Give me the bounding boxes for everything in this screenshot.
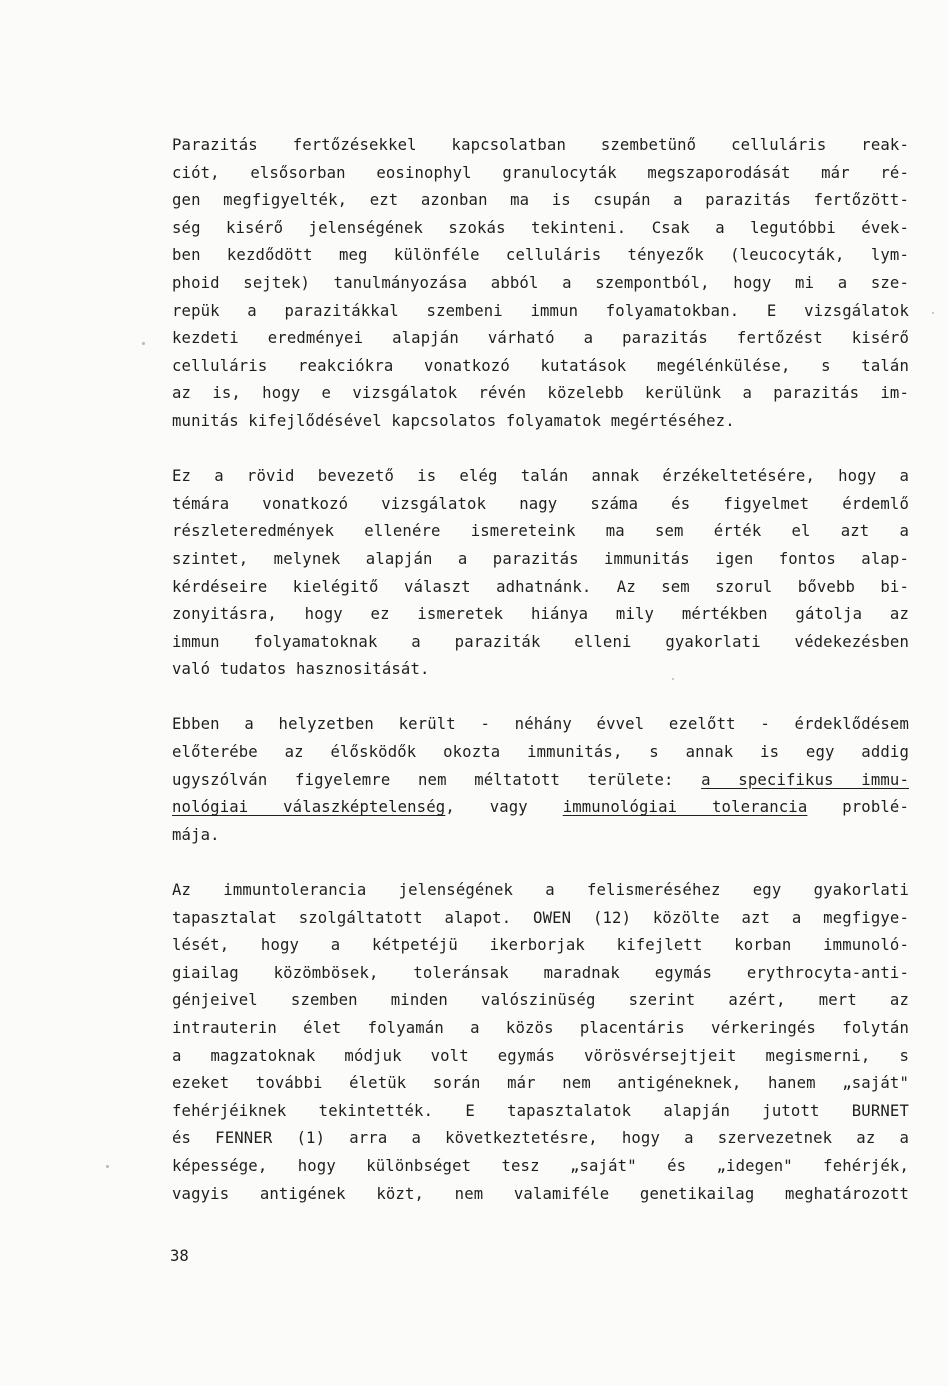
text-line: való tudatos hasznositását. <box>172 660 430 679</box>
paragraph-2 <box>172 463 909 684</box>
text-line: szintet, melynek alapján a parazitás immunitás igen fontos alap- <box>172 549 909 568</box>
text-segment: problé- <box>807 798 909 817</box>
text-line: előterébe az élősködők okozta immunitás, s annak is egy addig <box>172 743 909 762</box>
paragraph-spacer <box>172 684 909 712</box>
text-segment: ugyszólván figyelemre nem méltatott területe: <box>172 770 702 789</box>
paragraph-3 <box>172 711 909 849</box>
text-line: fehérjéiknek tekintették. E tapasztalatok alapján jutott BURNET <box>172 1101 909 1120</box>
text-line <box>172 794 909 822</box>
text-line: a magzatoknak módjuk volt egymás vörösvérsejtjeit megismerni, s <box>172 1046 909 1065</box>
text-line: giailag közömbösek, toleránsak maradnak egymás erythrocyta-anti- <box>172 963 909 982</box>
text-line: és FENNER (1) arra a következtetésre, hogy a szervezetnek az a <box>172 1129 909 1148</box>
paragraph-spacer <box>172 436 909 464</box>
text-line <box>172 767 909 795</box>
paper-speck <box>932 312 934 314</box>
text-line: Parazitás fertőzésekkel kapcsolatban szembetünő celluláris reak- <box>172 136 909 154</box>
underlined-term: immunológiai tolerancia <box>562 798 808 817</box>
text-line: repük a parazitákkal szembeni immun folyamatokban. E vizsgálatok <box>172 301 909 320</box>
underlined-term: a specifikus immu- <box>701 770 909 789</box>
text-line: kérdéseire kielégitő választ adhatnánk. Az sem szorul bővebb bi- <box>172 577 909 596</box>
paragraph-spacer <box>172 849 909 877</box>
text-line: témára vonatkozó vizsgálatok nagy száma és figyelmet érdemlő <box>172 494 909 513</box>
text-line: Ez a rövid bevezető is elég talán annak érzékeltetésére, hogy a <box>172 467 909 486</box>
text-line: tapasztalat szolgáltatott alapot. OWEN (12) közölte azt a megfigye- <box>172 908 909 927</box>
text-line: ben kezdődött meg különféle celluláris tényezők (leucocyták, lym- <box>172 246 909 265</box>
text-line: gen megfigyelték, ezt azonban ma is csupán a parazitás fertőzött- <box>172 191 909 210</box>
paper-speck <box>106 1165 109 1168</box>
text-line: phoid sejtek) tanulmányozása abból a szempontból, hogy mi a sze- <box>172 273 909 292</box>
paper-speck <box>672 678 674 680</box>
page-number: 38 <box>170 1247 189 1265</box>
underlined-term: nológiai válaszképtelenség <box>172 798 446 817</box>
text-line: immun folyamatoknak a paraziták elleni gyakorlati védekezésben <box>172 632 909 651</box>
text-line: részleteredmények ellenére ismereteink ma sem érték el azt a <box>172 522 909 541</box>
text-line: munitás kifejlődésével kapcsolatos folyamatok megértéséhez. <box>172 411 735 430</box>
text-line: kezdeti eredményei alapján várható a parazitás fertőzést kisérő <box>172 329 909 348</box>
text-line: Ebben a helyzetben került - néhány évvel ezelőtt - érdeklődésem <box>172 715 909 734</box>
text-segment: , vagy <box>445 798 563 817</box>
text-line: ciót, elsősorban eosinophyl granulocyták megszaporodását már ré- <box>172 163 909 182</box>
text-line: génjeivel szemben minden valószinüség szerint azért, mert az <box>172 991 909 1010</box>
text-line: intrauterin élet folyamán a közös placentáris vérkeringés folytán <box>172 1019 909 1037</box>
text-line: ezeket további életük során már nem antigéneknek, hanem „saját" <box>172 1074 909 1093</box>
document-body <box>172 132 909 1208</box>
paper-speck <box>142 342 145 345</box>
paragraph-1 <box>172 132 909 436</box>
text-line: lését, hogy a kétpetéjü ikerborjak kifejlett korban immunoló- <box>172 936 909 955</box>
text-line: vagyis antigének közt, nem valamiféle genetikailag meghatározott <box>172 1184 909 1203</box>
text-line: mája. <box>172 825 220 844</box>
text-line: az is, hogy e vizsgálatok révén közelebb kerülünk a parazitás im- <box>172 384 909 403</box>
text-line: celluláris reakciókra vonatkozó kutatások megélénkülése, s talán <box>172 356 909 375</box>
paragraph-4 <box>172 877 909 1208</box>
text-line: ség kisérő jelenségének szokás tekinteni. Csak a legutóbbi évek- <box>172 218 909 237</box>
text-line: zonyitásra, hogy ez ismeretek hiánya mily mértékben gátolja az <box>172 605 909 624</box>
text-line: Az immuntolerancia jelenségének a felismeréséhez egy gyakorlati <box>172 881 909 900</box>
text-line: képessége, hogy különbséget tesz „saját" és „idegen" fehérjék, <box>172 1156 909 1175</box>
